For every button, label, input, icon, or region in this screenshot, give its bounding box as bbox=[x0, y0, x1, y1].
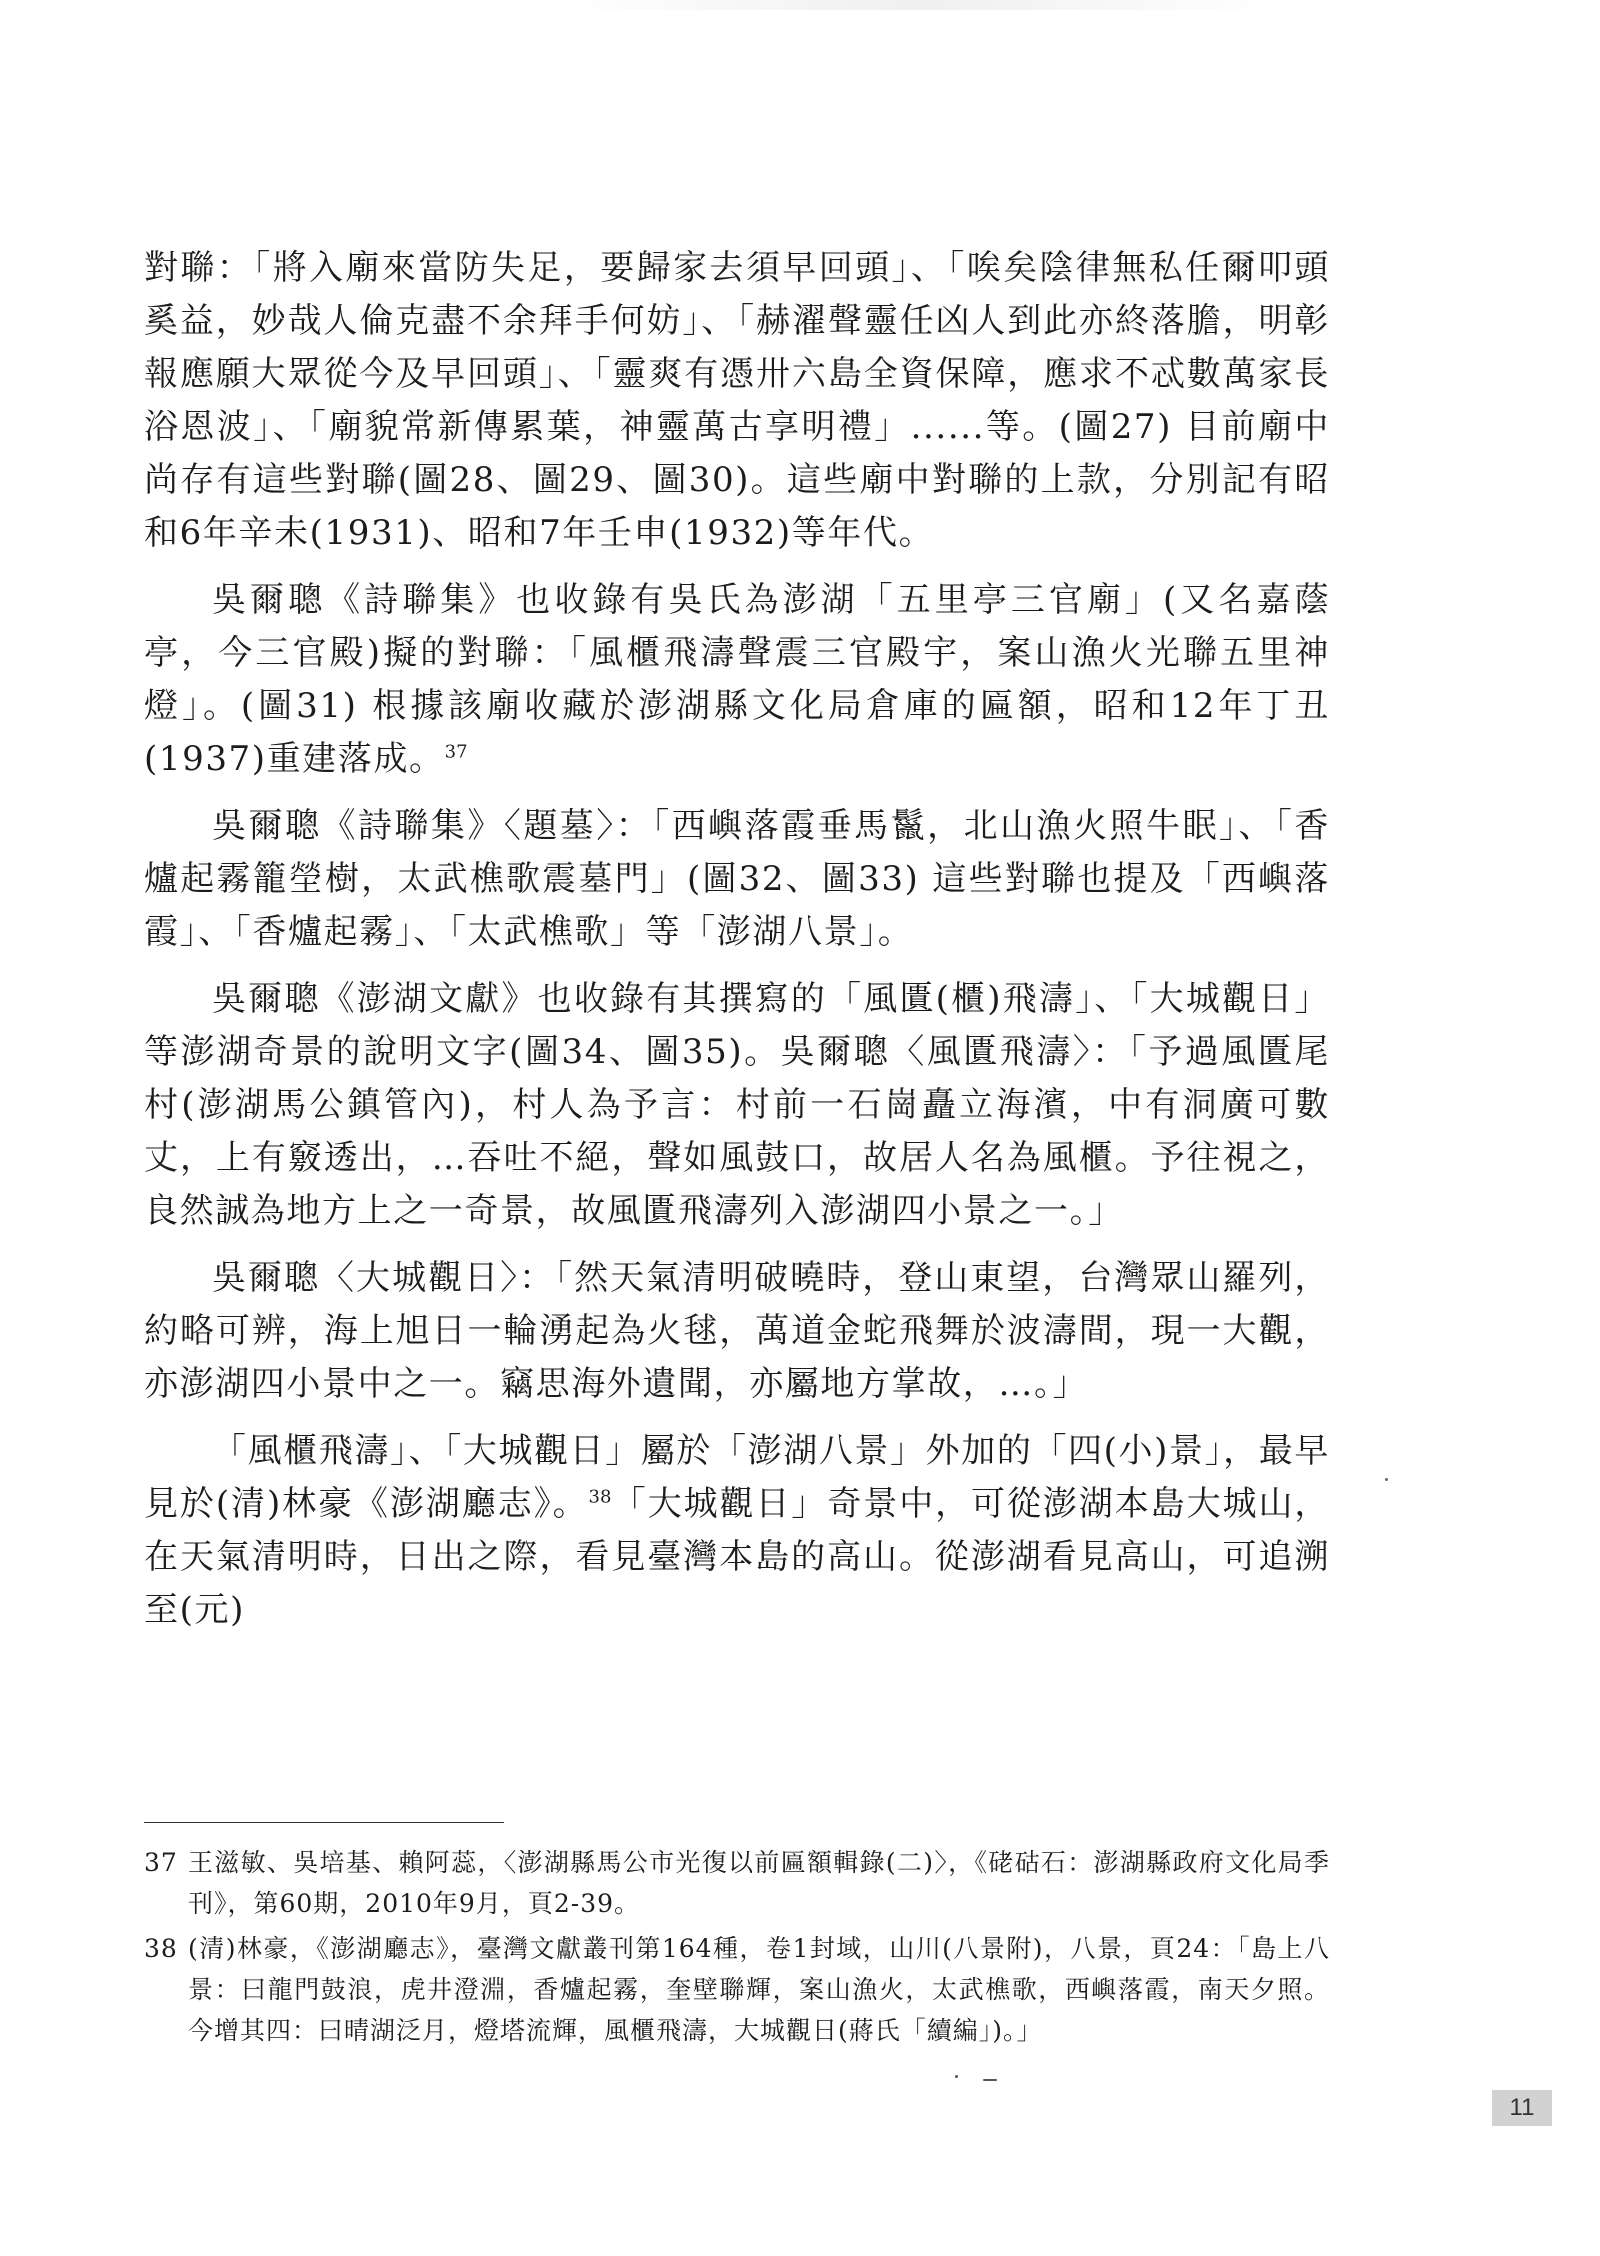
scan-speck bbox=[1385, 1478, 1388, 1481]
paragraph-6-text-b: 「大城觀日」奇景中，可從澎湖本島大城山，在天氣清明時，日出之際，看見臺灣本島的高山。從澎湖看見高山，可追溯至(元) bbox=[144, 1484, 1330, 1630]
paragraph-4: 吳爾聰《澎湖文獻》也收錄有其撰寫的「風匱(櫃)飛濤」、「大城觀日」等澎湖奇景的說明文字(圖34、圖35)。吳爾聰〈風匱飛濤〉：「予過風匱尾村(澎湖馬公鎮管內)，村人為予言：村前一石崗矗立海濱，中有洞廣可數丈，上有竅透出，…吞吐不絕，聲如風鼓口，故居人名為風櫃。予往視之，良然誠為地方上之一奇景，故風匱飛濤列入澎湖四小景之一。」 bbox=[144, 979, 1330, 1231]
paragraph-1: 對聯：「將入廟來當防失足，要歸家去須早回頭」、「唉矣陰律無私任爾叩頭奚益，妙哉人倫克盡不余拜手何妨」、「赫濯聲靈任凶人到此亦終落膽，明彰報應願大眾從今及早回頭」、「靈爽有憑卅六島全資保障，應求不忒數萬家長浴恩波」、「廟貌常新傳累葉，神靈萬古享明禮」......等。(圖27) 目前廟中尚存有這些對聯(圖28、圖29、圖30)。這些廟中對聯的上款，分別記有昭和6年辛未(1931)、昭和7年壬申(1932)等年代。 bbox=[144, 248, 1330, 553]
body-text bbox=[144, 242, 1330, 1651]
paragraph-5: 吳爾聰〈大城觀日〉：「然天氣清明破曉時，登山東望，台灣眾山羅列，約略可辨，海上旭日一輪湧起為火毬，萬道金蛇飛舞於波濤間，現一大觀，亦澎湖四小景中之一。竊思海外遺聞，亦屬地方掌故，…。」 bbox=[144, 1258, 1330, 1404]
footnotes bbox=[144, 1842, 1330, 2055]
scan-edge-mark bbox=[560, 0, 1280, 10]
scan-speck bbox=[983, 2079, 997, 2081]
footnote-text: 王滋敏、吳培基、賴阿蕊，〈澎湖縣馬公市光復以前匾額輯錄(二)〉，《硓𥑮石：澎湖縣政府文化局季刊》，第60期，2010年9月，頁2-39。 bbox=[188, 1848, 1330, 1918]
footnote-number: 37 bbox=[144, 1848, 178, 1877]
paragraph-6-text-a: 「風櫃飛濤」、「大城觀日」屬於「澎湖八景」外加的「四(小)景」，最早見於(清)林豪《澎湖廳志》。 bbox=[144, 1431, 1330, 1524]
footnote-text: (清)林豪，《澎湖廳志》，臺灣文獻叢刊第164種，卷1封域，山川(八景附)，八景，頁24：「島上八景：曰龍門鼓浪，虎井澄淵，香爐起霧，奎壁聯輝，案山漁火，太武樵歌，西嶼落霞，南天夕照。今增其四：曰晴湖泛月，燈塔流輝，風櫃飛濤，大城觀日(蔣氏「續編」)。」 bbox=[188, 1934, 1330, 2045]
footnote-38 bbox=[144, 1928, 1330, 2051]
scan-specks bbox=[955, 2075, 1005, 2085]
footnote-number: 38 bbox=[144, 1934, 178, 1963]
paragraph-2 bbox=[144, 574, 1330, 786]
footnote-37 bbox=[144, 1842, 1330, 1924]
paragraph-6 bbox=[144, 1425, 1330, 1637]
paragraph-3: 吳爾聰《詩聯集》〈題墓〉：「西嶼落霞垂馬鬣，北山漁火照牛眠」、「香爐起霧籠塋樹，太武樵歌震墓門」(圖32、圖33) 這些對聯也提及「西嶼落霞」、「香爐起霧」、「太武樵歌」等「澎湖八景」。 bbox=[144, 806, 1330, 952]
paragraph-2-text: 吳爾聰《詩聯集》也收錄有吳氏為澎湖「五里亭三官廟」(又名嘉蔭亭，今三官殿)擬的對聯：「風櫃飛濤聲震三官殿宇，案山漁火光聯五里神燈」。(圖31) 根據該廟收藏於澎湖縣文化局倉庫的匾額，昭和12年丁丑(1937)重建落成。 bbox=[144, 580, 1330, 779]
scan-speck bbox=[955, 2075, 958, 2078]
page-number: 11 bbox=[1492, 2090, 1552, 2126]
footnote-ref-37[interactable]: 37 bbox=[444, 741, 468, 763]
footnote-divider bbox=[144, 1822, 504, 1823]
footnote-ref-38[interactable]: 38 bbox=[588, 1486, 612, 1508]
